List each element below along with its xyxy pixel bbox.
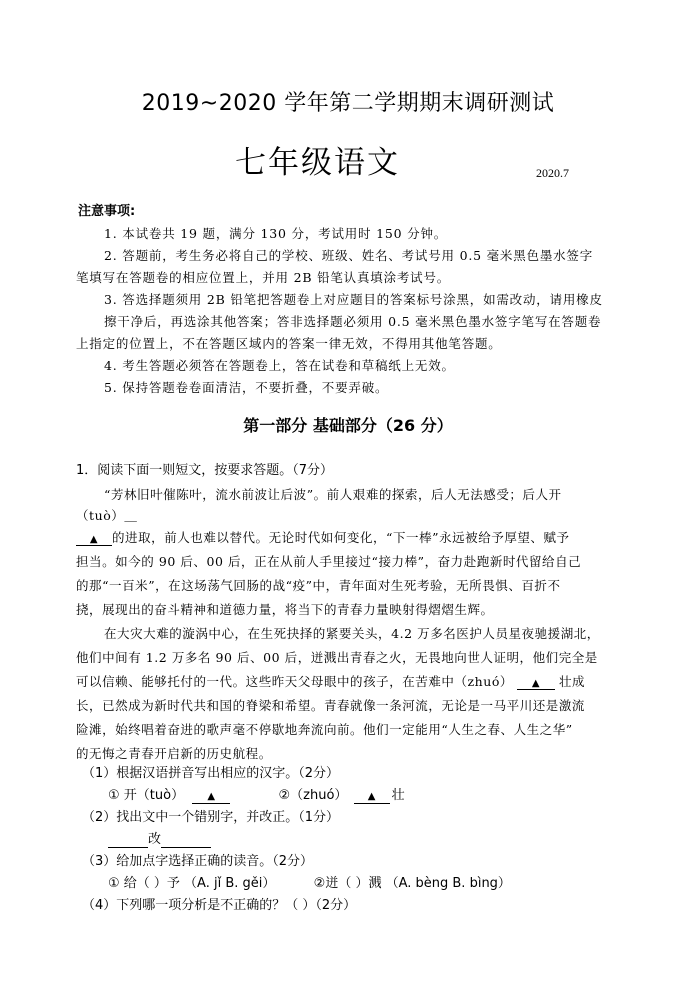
sub-1-item-a: ① 开（tuò）: [108, 788, 185, 803]
notice-line-6: 上指定的位置上，不在答题区域内的答案一律无效，不得用其他笔答题。: [76, 336, 502, 351]
sub-question-1-items: [108, 784, 405, 804]
notice-line-4: 3. 答选择题须用 2B 铅笔把答题卷上对应题目的答案标号涂黑，如需改动，请用橡皮: [104, 292, 603, 307]
passage-line-9-text: 可以信赖、能够托付的一代。这些昨天父母眼中的孩子，在苦难中（zhuó）: [76, 674, 513, 689]
answer-blank[interactable]: [108, 832, 148, 848]
blank-marker: ▲: [89, 534, 99, 545]
blank-marker: ▲: [207, 791, 216, 802]
notice-heading: 注意事项:: [78, 204, 136, 219]
sub-3-item-b: ②迸（ ）溅 （A. bèng B. bìng）: [313, 876, 511, 891]
section-title: 第一部分 基础部分（26 分）: [243, 416, 453, 435]
passage-line-12: 的无悔之青春开启新的历史航程。: [76, 746, 272, 761]
passage-line-3: [76, 528, 570, 546]
passage-line-2: （tuò）＿: [76, 508, 138, 523]
notice-line-3: 笔填写在答题卷的相应位置上，并用 2B 铅笔认真填涂考试号。: [76, 270, 451, 285]
passage-line-5: 的那“一百米”，在这场荡气回肠的战“疫”中，青年面对生死考验，无所畏惧、百折不: [76, 578, 561, 593]
sub-3-item-a: ① 给（ ）予 （A. jǐ B. gěi）: [108, 876, 276, 891]
sub-question-2: （2）找出文中一个错别字，并改正。（1分）: [82, 810, 340, 825]
sub-question-2-answer: [108, 828, 211, 848]
answer-blank[interactable]: [354, 788, 390, 804]
question-1-stem: 1．阅读下面一则短文，按要求答题。（7分）: [76, 463, 334, 478]
notice-line-1: 1. 本试卷共 19 题，满分 130 分，考试用时 150 分钟。: [104, 226, 448, 241]
notice-line-7: 4. 考生答题必须答在答题卷上，答在试卷和草稿纸上无效。: [104, 358, 455, 373]
sub-2-mid-label: 改: [148, 832, 162, 847]
sub-question-1: （1）根据汉语拼音写出相应的汉字。（2分）: [82, 766, 340, 781]
passage-line-9-tail: 壮成: [558, 674, 586, 689]
passage-line-4: 担当。如今的 90 后、00 后，正在从前人手里接过“接力棒”，奋力赴跑新时代留给自己: [76, 554, 582, 569]
passage-line-3-text: 的进取，前人也难以替代。无论时代如何变化，“下一棒”永远被给予厚望、赋予: [112, 530, 570, 545]
sub-1-item-b: ②（zhuó）: [278, 788, 348, 803]
answer-blank[interactable]: [76, 530, 112, 546]
notice-line-5: 擦干净后，再选涂其他答案；答非选择题必须用 0.5 毫米黑色墨水签字笔写在答题卷: [104, 314, 602, 329]
answer-blank[interactable]: [161, 832, 211, 848]
exam-title: 2019~2020 学年第二学期期末调研测试: [141, 91, 555, 116]
sub-question-3: （3）给加点字选择正确的读音。（2分）: [82, 854, 314, 869]
notice-line-8: 5. 保持答题卷卷面清洁，不要折叠，不要弄破。: [104, 380, 389, 395]
passage-line-11: 险滩，始终唱着奋进的歌声毫不停歇地奔流向前。他们一定能用“人生之春、人生之华”: [76, 722, 573, 737]
sub-1-item-b-tail: 壮: [391, 788, 405, 803]
exam-subject: 七年级语文: [235, 145, 400, 181]
blank-marker: ▲: [531, 678, 541, 689]
answer-blank[interactable]: [517, 674, 555, 690]
passage-line-9: [76, 672, 585, 690]
blank-marker: ▲: [367, 791, 376, 802]
passage-line-8: 他们中间有 1.2 万多名 90 后、00 后，迸溅出青春之火，无畏地向世人证明，他们完全是: [76, 650, 598, 665]
passage-line-10: 长，已然成为新时代共和国的脊梁和希望。青春就像一条河流，无论是一马平川还是激流: [76, 698, 585, 713]
sub-question-4: （4）下列哪一项分析是不正确的？（ ）（2分）: [82, 898, 357, 913]
exam-date: 2020.7: [536, 166, 569, 180]
notice-line-2: 2. 答题前，考生务必将自己的学校、班级、姓名、考试号用 0.5 毫米黑色墨水签字: [104, 248, 594, 263]
sub-question-3-items: [108, 872, 511, 891]
answer-blank[interactable]: [192, 788, 230, 804]
passage-line-1: “芳林旧叶催陈叶，流水前波让后波”。前人艰难的探索，后人无法感受；后人开: [104, 487, 562, 502]
passage-line-6: 挠，展现出的奋斗精神和道德力量，将当下的青春力量映射得熠熠生辉。: [76, 602, 494, 617]
passage-line-7: 在大灾大难的漩涡中心，在生死抉择的紧要关头，4.2 万多名医护人员星夜驰援湖北，: [104, 626, 600, 641]
